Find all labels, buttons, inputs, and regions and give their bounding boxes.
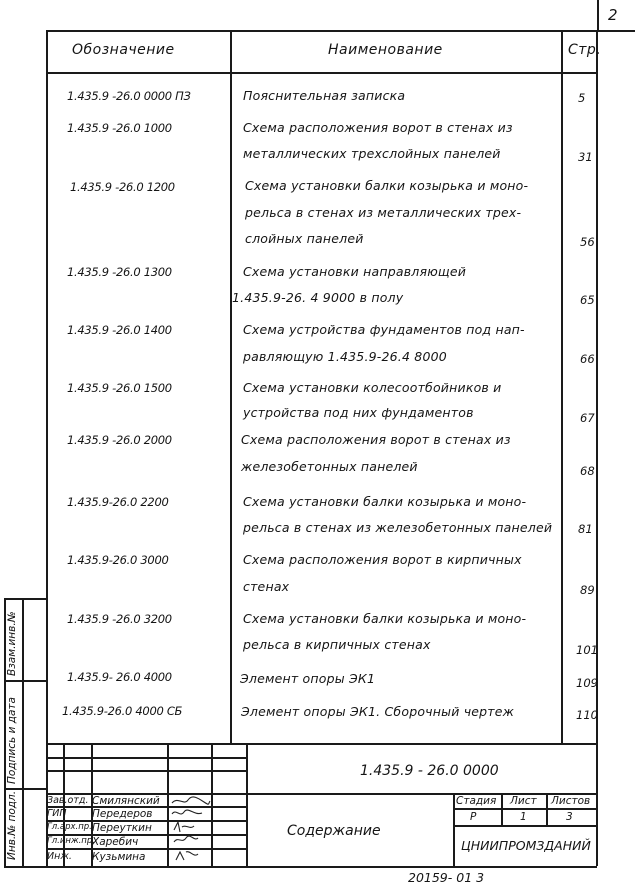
header-designation: Обозначение	[72, 42, 175, 58]
row-line: Схема расположения ворот в стенах из	[241, 432, 511, 447]
row-page: 110	[576, 708, 598, 722]
row-line: слойных панелей	[245, 231, 364, 246]
person-name: Смилянский	[92, 795, 160, 807]
row-code: 1.435.9 -26.0 0000 ПЗ	[67, 89, 191, 103]
stage-label: Стадия	[456, 795, 497, 807]
row-line: рельса в стенах из металлических трех-	[245, 205, 522, 220]
row-line: устройства под них фундаментов	[243, 405, 474, 420]
side-label-replacement-inv: Взам.инв.№	[6, 611, 18, 676]
row-page: 101	[576, 643, 598, 657]
row-code: 1.435.9 -26.0 1500	[67, 381, 172, 395]
row-page: 5	[578, 91, 586, 105]
row-line: Схема устройства фундаментов под нап-	[243, 322, 525, 337]
sheet-value: 1	[520, 811, 527, 823]
row-code: 1.435.9-26.0 4000 СБ	[62, 704, 183, 718]
row-code: 1.435.9 -26.0 1200	[70, 180, 175, 194]
row-code: 1.435.9 -26.0 3200	[67, 612, 172, 626]
sheet-number: 2	[608, 6, 618, 24]
row-page: 68	[580, 464, 595, 478]
organization: ЦНИИПРОМЗДАНИЙ	[461, 838, 591, 853]
row-line: Элемент опоры ЭК1. Сборочный чертеж	[241, 704, 515, 719]
row-line: стенах	[243, 579, 290, 594]
header-page: Стр.	[568, 42, 602, 58]
row-line: Схема расположения ворот в стенах из	[243, 120, 513, 135]
row-line: Схема установки балки козырька и моно-	[243, 494, 527, 509]
row-line: Схема установки балки козырька и моно-	[245, 178, 529, 193]
role-label: Гл.инж.пр.	[47, 836, 95, 846]
row-line: Схема установки колесоотбойников и	[243, 380, 502, 395]
signatures	[168, 794, 212, 866]
row-line: металлических трехслойных панелей	[243, 146, 501, 161]
person-name: Кузьмина	[92, 851, 146, 863]
doc-title: Содержание	[287, 823, 381, 839]
row-line: рельса в стенах из железобетонных панелей	[243, 520, 553, 535]
sheet-label: Лист	[510, 795, 537, 807]
row-line: Пояснительная записка	[243, 88, 406, 103]
row-line: железобетонных панелей	[241, 459, 418, 474]
row-page: 31	[578, 150, 593, 164]
row-code: 1.435.9 -26.0 1300	[67, 265, 172, 279]
side-label-inv-original: Инв.№ подл.	[6, 790, 18, 860]
person-name: Харебич	[92, 836, 139, 848]
role-label: Инж.	[47, 851, 72, 862]
stage-value: Р	[470, 811, 477, 823]
row-page: 89	[580, 583, 595, 597]
row-line: Элемент опоры ЭК1	[240, 671, 376, 686]
row-page: 81	[578, 522, 593, 536]
row-line: равляющую 1.435.9-26.4 8000	[243, 349, 447, 364]
row-code: 1.435.9 -26.0 1000	[67, 121, 172, 135]
row-code: 1.435.9 -26.0 1400	[67, 323, 172, 337]
row-code: 1.435.9-26.0 2200	[67, 495, 169, 509]
person-name: Переуткин	[92, 822, 152, 834]
row-page: 67	[580, 411, 595, 425]
row-code: 1.435.9- 26.0 4000	[67, 670, 172, 684]
footer-number: 20159- 01 3	[408, 870, 485, 885]
row-line: Схема расположения ворот в кирпичных	[243, 552, 522, 567]
row-code: 1.435.9-26.0 3000	[67, 553, 169, 567]
row-line: Схема установки балки козырька и моно-	[243, 611, 527, 626]
row-line: 1.435.9-26. 4 9000 в полу	[232, 290, 404, 305]
row-line: Схема установки направляющей	[243, 264, 467, 279]
sheets-value: 3	[566, 811, 573, 823]
role-label: ГИП	[47, 808, 67, 819]
row-page: 66	[580, 352, 595, 366]
row-line: рельса в кирпичных стенах	[243, 637, 431, 652]
row-code: 1.435.9 -26.0 2000	[67, 433, 172, 447]
doc-code: 1.435.9 - 26.0 0000	[360, 763, 499, 779]
row-page: 56	[580, 235, 595, 249]
sheets-label: Листов	[551, 795, 591, 807]
row-page: 109	[576, 676, 598, 690]
side-label-signature-date: Подпись и дата	[6, 697, 18, 784]
header-name: Наименование	[328, 42, 443, 58]
row-page: 65	[580, 293, 595, 307]
role-label: Гл.арх.пр.	[47, 822, 92, 832]
role-label: Зав.отд.	[47, 795, 89, 806]
person-name: Передеров	[92, 808, 153, 820]
